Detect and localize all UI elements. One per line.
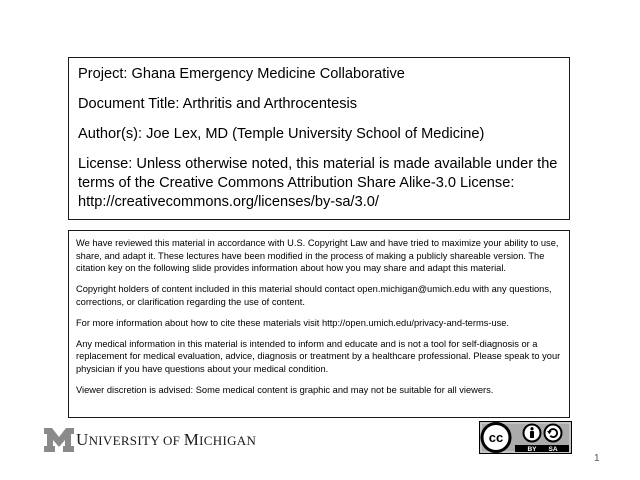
cc-icon: cc	[488, 430, 504, 445]
notice-box	[68, 230, 570, 418]
university-of-michigan-logo	[44, 428, 256, 452]
share-alike-icon	[545, 425, 562, 442]
medical-disclaimer-paragraph: Any medical information in this material is intended to inform and educate and is not a tool for self-diagnosis or a replacement for medical evaluation, advice, diagnosis or treatment by a healthcare professional. Please speak to your physician if you have questions about your medical condition.	[76, 338, 561, 374]
citation-info-paragraph: For more information about how to cite these materials visit http://open.umich.edu/privacy-and-terms-use.	[76, 317, 510, 328]
copyright-holders-paragraph: Copyright holders of content included in this material should contact open.michigan@umich.edu with any questions, corrections, or clarification regarding the use of content.	[76, 284, 552, 307]
authors-line: Author(s): Joe Lex, MD (Temple University School of Medicine)	[78, 126, 485, 142]
by-label: BY	[527, 446, 537, 453]
license-line-2: terms of the Creative Commons Attribution Share Alike-3.0 License:	[78, 175, 515, 191]
cc-by-sa-license-badge	[479, 421, 572, 454]
title-info-box	[68, 57, 570, 220]
viewer-discretion-paragraph: Viewer discretion is advised: Some medical content is graphic and may not be suitable for all viewers.	[76, 384, 494, 395]
block-m-icon	[44, 428, 74, 452]
sa-label: SA	[548, 446, 558, 453]
document-title-line: Document Title: Arthritis and Arthrocentesis	[78, 96, 358, 112]
license-url: http://creativecommons.org/licenses/by-sa/3.0/	[78, 194, 379, 210]
project-line: Project: Ghana Emergency Medicine Collaborative	[78, 66, 405, 82]
license-line-1: License: Unless otherwise noted, this material is made available under the	[78, 156, 558, 172]
license-statement	[78, 155, 560, 212]
page-number: 1	[594, 453, 600, 464]
university-name: UNIVERSITY OF MICHIGAN	[76, 429, 257, 449]
attribution-icon	[524, 425, 541, 442]
review-paragraph: We have reviewed this material in accordance with U.S. Copyright Law and have tried to maximize your ability to use, share, and adapt it. These lectures have been modified in the process of making a publicly shareable version. The citation key on the following slide provides information about how you may share and adapt this material.	[76, 238, 559, 274]
